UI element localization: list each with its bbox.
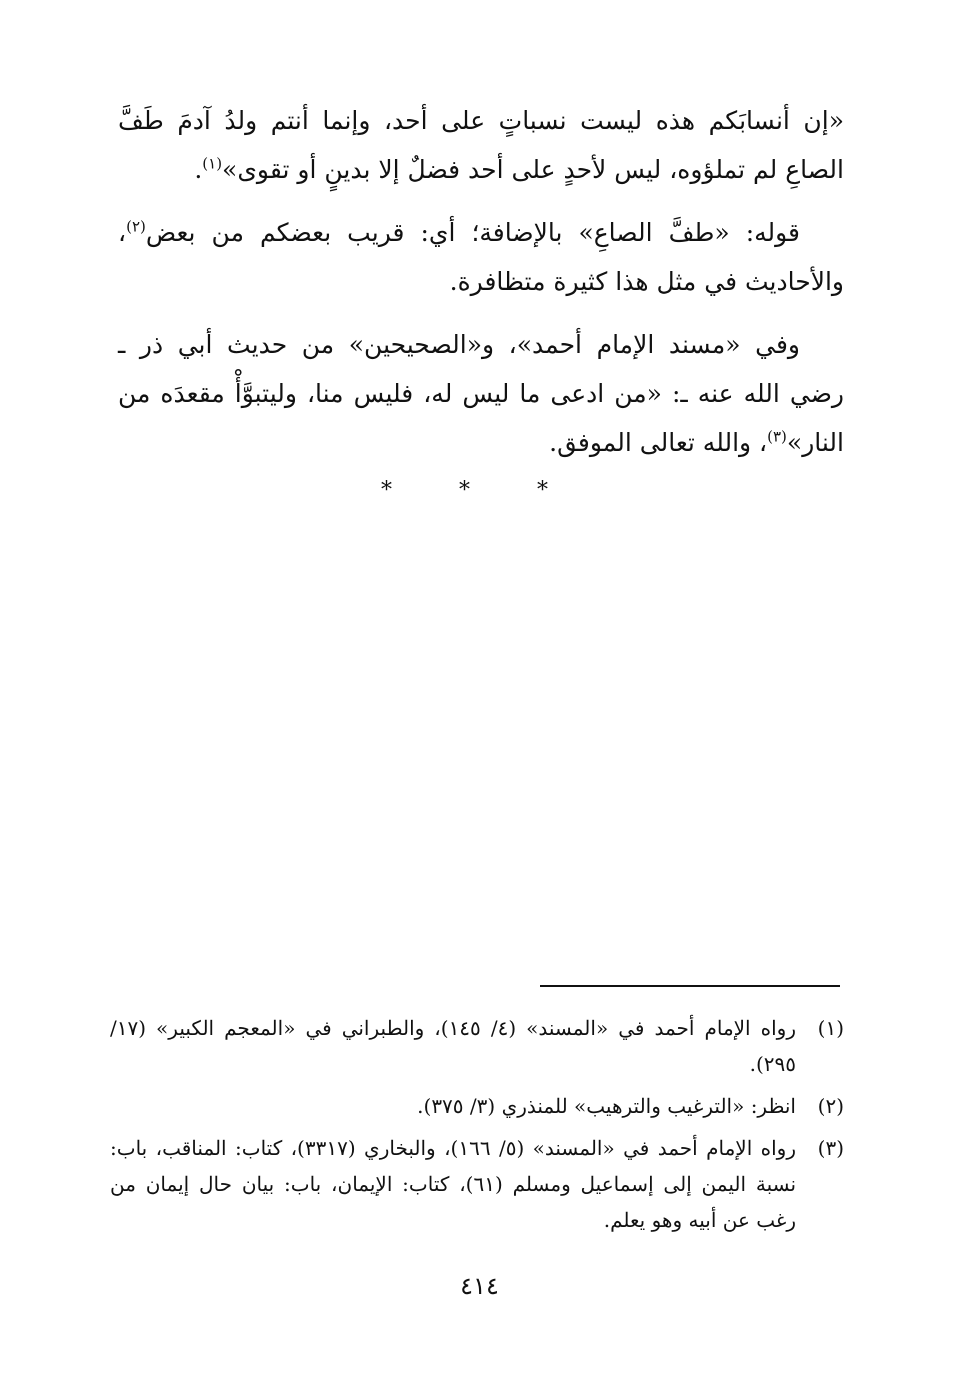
paragraph-explanation [118,208,844,306]
footnote-ref-1[interactable]: (١) [202,154,223,173]
paragraph-hadith: «إن أنسابَكم هذه ليست نسباتٍ على أحد، وإنما أنتم ولدُ آدمَ طَفَّ الصاعِ لم تملؤوه، ليس لأحدٍ على أحد فضلٌ إلا بدينٍ أو تقوى»$^{(١)}$. [118,106,844,184]
footnote-number: (١) [817,1016,844,1040]
page-number: ٤١٤ [460,1272,499,1300]
footnote-2 [110,1088,844,1124]
footnote-ref-3[interactable]: (٣) [767,427,787,446]
main-text [118,96,844,481]
footnote-ref-2[interactable]: (٢) [126,217,146,236]
footnote-number: (٣) [817,1136,844,1160]
footnote-number: (٢) [817,1094,844,1118]
section-separator: * * * [381,478,578,503]
footnote-text: رواه الإمام أحمد في «المسند» (٥/ ١٦٦)، والبخاري (٣٣١٧)، كتاب: المناقب، باب: نسبة اليمن إلى إسماعيل ومسلم (٦١)، كتاب: الإيمان، باب: بيان حال إيمان من رغب عن أبيه وهو يعلم. [110,1136,797,1232]
footnotes [110,1010,844,1244]
footnote-1 [110,1010,844,1082]
explanation-text: قوله: «طفَّ الصاعِ» بالإضافة؛ أي: قريب بعضكم من بعض [145,218,800,247]
hadith-text: «إن أنسابَكم هذه ليست نسباتٍ على أحد، وإنما أنتم ولدُ آدمَ طَفَّ الصاعِ لم تملؤوه، ليس لأحدٍ على أحد فضلٌ إلا بدينٍ أو تقوى» [118,106,844,184]
footnote-text: رواه الإمام أحمد في «المسند» (٤/ ١٤٥)، والطبراني في «المعجم الكبير» (١٧/ ٢٩٥). [110,1016,796,1076]
explanation-text-end: ، والأحاديث في مثل هذا كثيرة متظافرة. [118,218,844,296]
footnote-text: انظر: «الترغيب والترهيب» للمنذري (٣/ ٣٧٥). [417,1094,796,1118]
footnote-3 [110,1130,844,1238]
footnote-divider [540,985,840,987]
musnad-text: وفي «مسند الإمام أحمد»، و«الصحيحين» من حديث أبي ذر ـ رضي الله عنه ـ: «من ادعى ما ليس له، فليس منا، وليتبوَّأْ مقعدَه من النار» [118,330,844,457]
paragraph-musnad [118,320,844,467]
musnad-text-end: ، والله تعالى الموفق. [549,428,768,457]
